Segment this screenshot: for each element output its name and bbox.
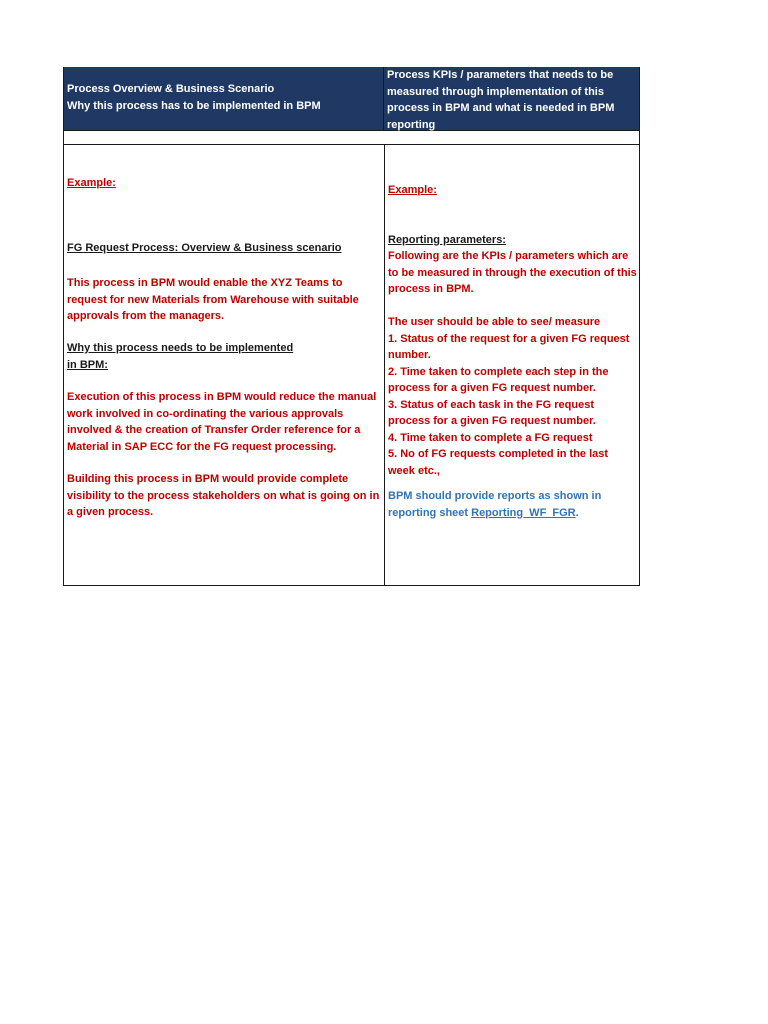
overview-subtitle: FG Request Process: Overview & Business scenario — [67, 242, 342, 254]
why-heading — [67, 340, 382, 373]
why-heading-line2: in BPM: — [67, 358, 108, 371]
reporting-heading: Reporting parameters: — [388, 234, 506, 246]
report-note-end: . — [575, 506, 579, 519]
report-note-text: BPM should provide reports as shown in reporting sheet — [388, 490, 602, 519]
kpi-item: 5. No of FG requests completed in the last week etc., — [388, 448, 609, 477]
kpi-intro: Following are the KPIs / parameters which are to be measured in through the execution of this process in BPM. — [388, 250, 637, 295]
right-example-label: Example: — [388, 184, 437, 196]
kpi-item: 2. Time taken to complete each step in the process for a given FG request number. — [388, 365, 609, 394]
overview-cell — [64, 145, 385, 585]
kpi-list — [388, 314, 637, 479]
user-measure-line: The user should be able to see/ measure — [388, 316, 601, 328]
table-header-row — [64, 67, 639, 130]
why-paragraph: Execution of this process in BPM would reduce the manual work involved in co-ordinating the various approvals involved & the creation of Transfer Order reference for a Material in SAP ECC for the FG request processing. — [67, 391, 377, 453]
overview-paragraph: This process in BPM would enable the XYZ Teams to request for new Materials from Warehouse with suitable approvals from the managers. — [67, 277, 359, 322]
kpi-item: 4. Time taken to complete a FG request — [388, 431, 593, 444]
visibility-paragraph: Building this process in BPM would provide complete visibility to the process stakeholders on what is going on in a given process. — [67, 473, 380, 518]
kpi-item: 1. Status of the request for a given FG request number. — [388, 332, 630, 361]
header-cell-overview — [64, 67, 384, 130]
table-body-row — [64, 145, 639, 585]
header-kpis-title: Process KPIs / parameters that needs to be measured through implementation of this process in BPM and what is needed in BPM reporting — [387, 69, 615, 131]
header-why-title: Why this process has to be implemented in BPM — [67, 99, 321, 112]
reporting-sheet-link[interactable]: Reporting_WF_FGR — [471, 506, 576, 519]
kpi-cell — [385, 145, 639, 585]
header-overview-title: Process Overview & Business Scenario — [67, 83, 275, 95]
kpi-item: 3. Status of each task in the FG request process for a given FG request number. — [388, 398, 596, 427]
report-note — [388, 488, 637, 521]
why-heading-line1: Why this process needs to be implemented — [67, 342, 294, 354]
document-table — [63, 67, 640, 586]
header-cell-kpis — [384, 67, 639, 130]
left-example-label: Example: — [67, 177, 116, 189]
